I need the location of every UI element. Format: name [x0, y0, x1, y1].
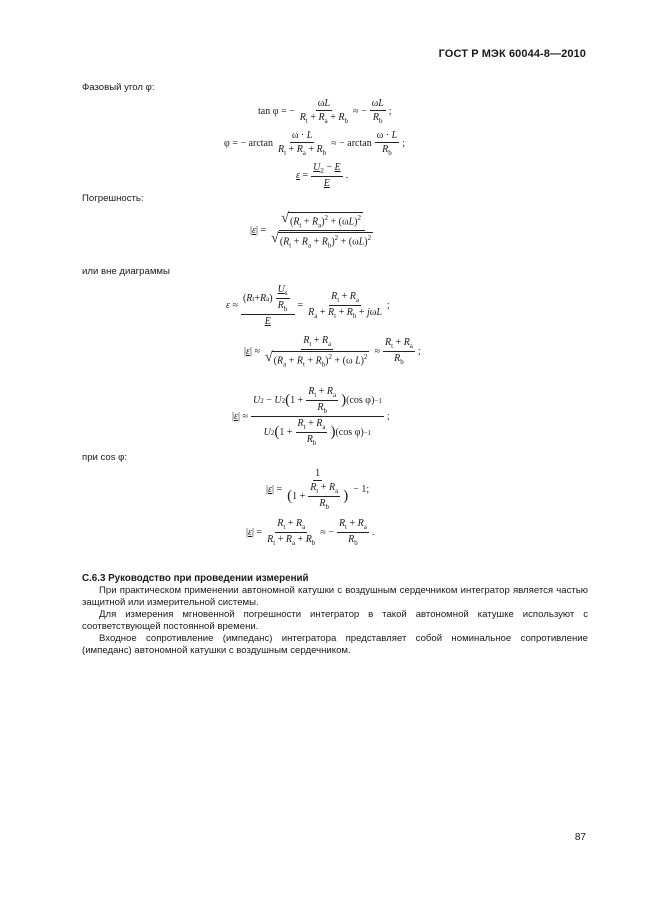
paragraph-2: Для измерения мгновенной погрешности интегратор в такой автономной катушке используют с соответствующей постоянной времени. [82, 609, 588, 632]
formula-abs-epsilon-roots: |ε| = √ $(R_t + R_a)^2 + (\omega L)^2$ √ $(R_t + R_a + R_b)^2 + (\omega L)^2$ [250, 211, 372, 250]
page-number: 87 [574, 832, 586, 843]
paragraph-3: Входное сопротивление (импеданс) интегратора представляет собой номинальное сопротивление (импеданс) автономной катушки с воздушным сердечником. [82, 633, 588, 656]
formula-abs-epsilon-cos: |ε| ≈ U 2 − U 2 ( 1 + $\frac{R_t + R_a}{R_b}$ ) (cos φ) −1 U 2 ( 1 + $\frac{R_t + R_a}{R_b}$ ) (cos φ) −1 ; [232, 386, 390, 447]
label-at-cos: при cos φ: [82, 452, 128, 463]
label-or-outside: или вне диаграммы [82, 266, 170, 277]
label-error: Погрешность: [82, 193, 144, 204]
formula-abs-epsilon-minus-one: |ε| = 1 ( 1 + $\frac{R_t + R_a}{R_b}$ ) − 1; [266, 468, 370, 511]
document-header: ГОСТ Р МЭК 60044-8—2010 [438, 48, 586, 60]
section-heading: С.6.3 Руководство при проведении измерений [82, 573, 309, 584]
formula-phi-arctan: φ = − arctan $\frac{\omega \cdot L}{R_t + R_a + R_b}$ ≈ − arctan $\frac{\omega \cdot L}{R_b}$ ; [224, 130, 405, 157]
paragraph-1: При практическом применении автономной катушки с воздушным сердечником интегратор является частью защитной или измерительной системы. [82, 585, 588, 608]
formula-epsilon-approx: ε ≈ ( R t + R a ) $\frac{U_s}{R_b}$ E = $\frac{R_t + R_a}{R_a + R_t + R_b + j\omega L}$ ; [226, 284, 390, 327]
formula-tan-phi: tan φ = − $\frac{\omega L}{R_t + R_a + R_b}$ ≈ − $\frac{\omega L}{R_b}$ ; [258, 98, 392, 125]
formula-epsilon: ε = $\frac{U_2 - E}{E}$ . [296, 162, 349, 189]
formula-abs-epsilon-final: |ε| = $\frac{R_t + R_a}{R_t + R_a + R_b}$ ≈ − $\frac{R_t + R_a}{R_b}$ . [246, 518, 375, 547]
formula-abs-epsilon-approx: |ε| ≈ $R_t + R_a$ √ $(R_a + R_t + R_b)^2 + (\omega$ L)$^2$ ≈ $\frac{R_t + R_a}{R_b}$ ; [244, 335, 421, 369]
label-phase-angle: Фазовый угол φ: [82, 82, 155, 93]
